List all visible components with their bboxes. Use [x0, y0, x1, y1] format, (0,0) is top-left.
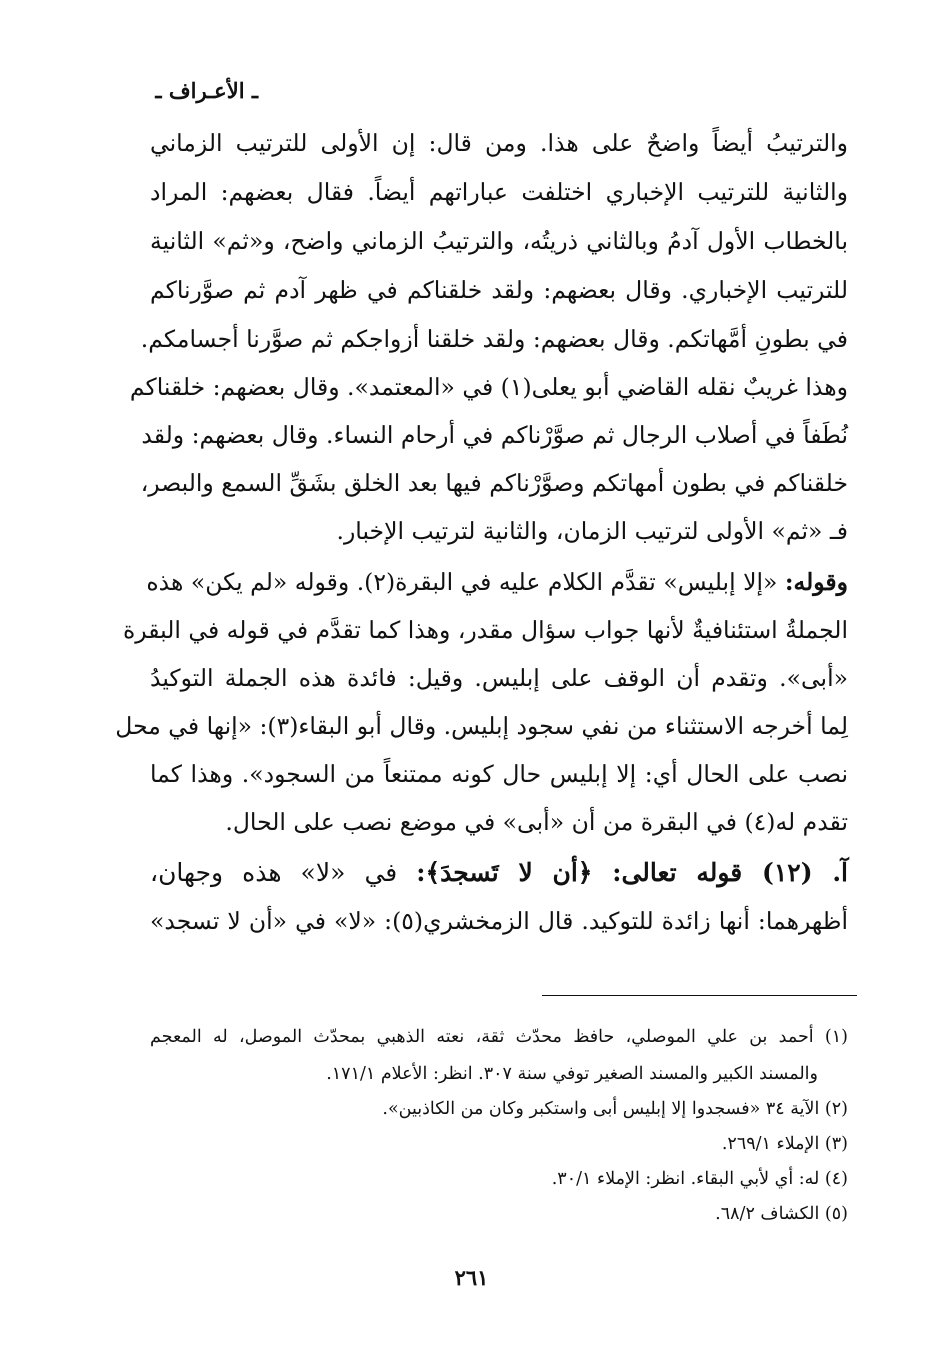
page-number: ٢٦١ — [454, 1265, 489, 1290]
running-header: ـ الأعـراف ـ — [155, 78, 258, 103]
body-line: الجملةُ استئنافيةٌ لأنها جواب سؤال مقدر، وهذا كما تقدَّم في قوله في البقرة — [122, 616, 848, 644]
footnote-separator — [542, 995, 857, 996]
body-line: بالخطاب الأول آدمُ وبالثاني ذريتُه، والترتيبُ الزماني واضح، و«ثم» الثانية — [150, 227, 848, 255]
paragraph-lead: وقوله: — [784, 568, 848, 596]
footnote: (٤) له: أي لأبي البقاء. انظر: الإملاء ٣٠/١. — [551, 1169, 848, 1189]
body-line: للترتيب الإخباري. وقال بعضهم: ولقد خلقناكم في ظهر آدم ثم صوَّرناكم — [150, 276, 848, 304]
body-line: فـ «ثم» الأولى لترتيب الزمان، والثانية لترتيب الإخبار. — [336, 517, 848, 545]
body-line: نصب على الحال أي: إلا إبليس حال كونه ممتنعاً من السجود». وهذا كما — [150, 760, 848, 788]
footnote: (١) أحمد بن علي الموصلي، حافظ محدّث ثقة، نعته الذهبي بمحدّث الموصل، له المعجم — [150, 1027, 848, 1047]
body-line: في بطونِ أمَّهاتكم. وقال بعضهم: ولقد خلقنا أزواجكم ثم صوَّرنا أجسامكم. — [140, 325, 848, 353]
verse-rest: في «لا» هذه وجهان، — [150, 858, 417, 887]
body-line: نُطَفاً في أصلاب الرجال ثم صوَّرْناكم في أرحام النساء. وقال بعضهم: ولقد — [141, 421, 848, 449]
footnote: (٢) الآية ٣٤ «فسجدوا إلا إبليس أبى واستكبر وكان من الكاذبين». — [382, 1099, 848, 1119]
body-line: والثانية للترتيب الإخباري اختلفت عباراتهم أيضاً. فقال بعضهم: المراد — [150, 178, 848, 206]
body-line: تقدم له(٤) في البقرة من أن «أبى» في موضع نصب على الحال. — [225, 808, 848, 836]
body-line — [146, 567, 848, 597]
body-line: وهذا غريبٌ نقله القاضي أبو يعلى(١) في «المعتمد». وقال بعضهم: خلقناكم — [129, 373, 848, 401]
body-line: «أبى». وتقدم أن الوقف على إبليس. وقيل: فائدة هذه الجملة التوكيدُ — [150, 664, 848, 692]
verse-lead: آ. (١٢) قوله تعالى: ﴿أن لا تَسجدَ﴾: — [416, 858, 848, 887]
body-line: لِما أخرجه الاستثناء من نفي سجود إبليس. وقال أبو البقاء(٣): «إنها في محل — [115, 712, 848, 740]
footnote: (٣) الإملاء ٢٦٩/١. — [721, 1134, 848, 1154]
footnote-continuation: والمسند الكبير والمسند الصغير توفي سنة ٣٠٧. انظر: الأعلام ١٧١/١. — [326, 1064, 818, 1084]
verse-heading — [150, 858, 848, 888]
body-line: أظهرهما: أنها زائدة للتوكيد. قال الزمخشري(٥): «لا» في «أن لا تسجد» — [150, 907, 848, 935]
body-line: خلقناكم في بطون أمهاتكم وصوَّرْناكم فيها بعد الخلق بشَقِّ السمع والبصر، — [140, 469, 848, 497]
paragraph-rest: «إلا إبليس» تقدَّم الكلام عليه في البقرة(٢). وقوله «لم يكن» هذه — [146, 568, 785, 596]
footnote: (٥) الكشاف ٦٨/٢. — [715, 1204, 848, 1224]
body-line: والترتيبُ أيضاً واضحٌ على هذا. ومن قال: إن الأولى للترتيب الزماني — [150, 129, 848, 157]
